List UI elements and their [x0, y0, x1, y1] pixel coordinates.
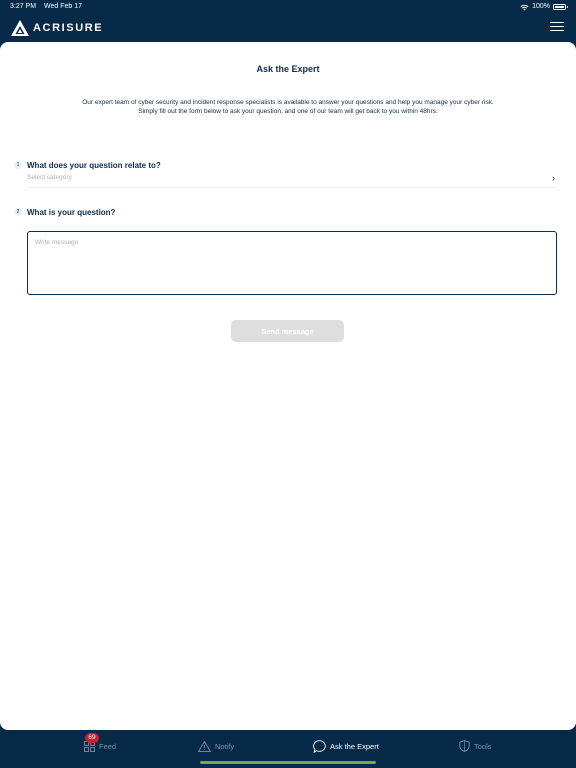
battery-icon [553, 4, 566, 10]
brand-logo [11, 20, 103, 36]
message-input[interactable] [27, 231, 557, 295]
brand-name: ACRISURE [33, 22, 104, 34]
chat-bubble-icon [313, 740, 326, 753]
category-placeholder: Select category [27, 174, 72, 181]
bottom-tab-bar [0, 730, 576, 768]
tab-tools-label: Tools [474, 741, 492, 751]
active-tab-indicator [200, 761, 376, 764]
warning-triangle-icon [198, 741, 211, 752]
feed-count-badge: 69 [85, 733, 99, 743]
chevron-right-icon: › [552, 173, 555, 183]
app-header [0, 14, 576, 44]
status-time: 3:27 PM [10, 3, 37, 10]
hamburger-menu-icon[interactable] [550, 22, 564, 34]
page-title: Ask the Expert [256, 64, 320, 74]
intro-line-1: Our expert team of cyber security and incident response specialists is available to answer your questions and help you manage your cyber risk. [82, 99, 494, 106]
category-select[interactable] [27, 172, 557, 188]
tab-tools[interactable] [459, 739, 492, 753]
shield-icon [459, 740, 470, 752]
step-1-badge: 1 [14, 161, 22, 169]
content-panel [0, 42, 576, 730]
tab-feed-label: Feed [99, 741, 117, 751]
send-message-button[interactable]: Send message [231, 320, 344, 342]
intro-line-2: Simply fill out the form below to ask your question, and one of our team will get back to you within 48hrs. [138, 107, 438, 115]
tab-notify[interactable] [198, 739, 234, 753]
step-2-label: What is your question? [27, 208, 116, 217]
status-bar [0, 0, 576, 14]
step-2-badge: 2 [14, 208, 22, 216]
wifi-icon [520, 4, 529, 11]
tab-ask-the-expert[interactable] [313, 739, 379, 753]
intro-text [40, 99, 536, 116]
battery-percent: 100% [532, 3, 550, 10]
tab-notify-label: Notify [215, 741, 235, 751]
tab-ask-the-expert-label: Ask the Expert [330, 741, 379, 751]
acrisure-logo-icon [11, 20, 29, 36]
step-1-label: What does your question relate to? [27, 161, 161, 170]
status-date: Wed Feb 17 [44, 3, 83, 10]
